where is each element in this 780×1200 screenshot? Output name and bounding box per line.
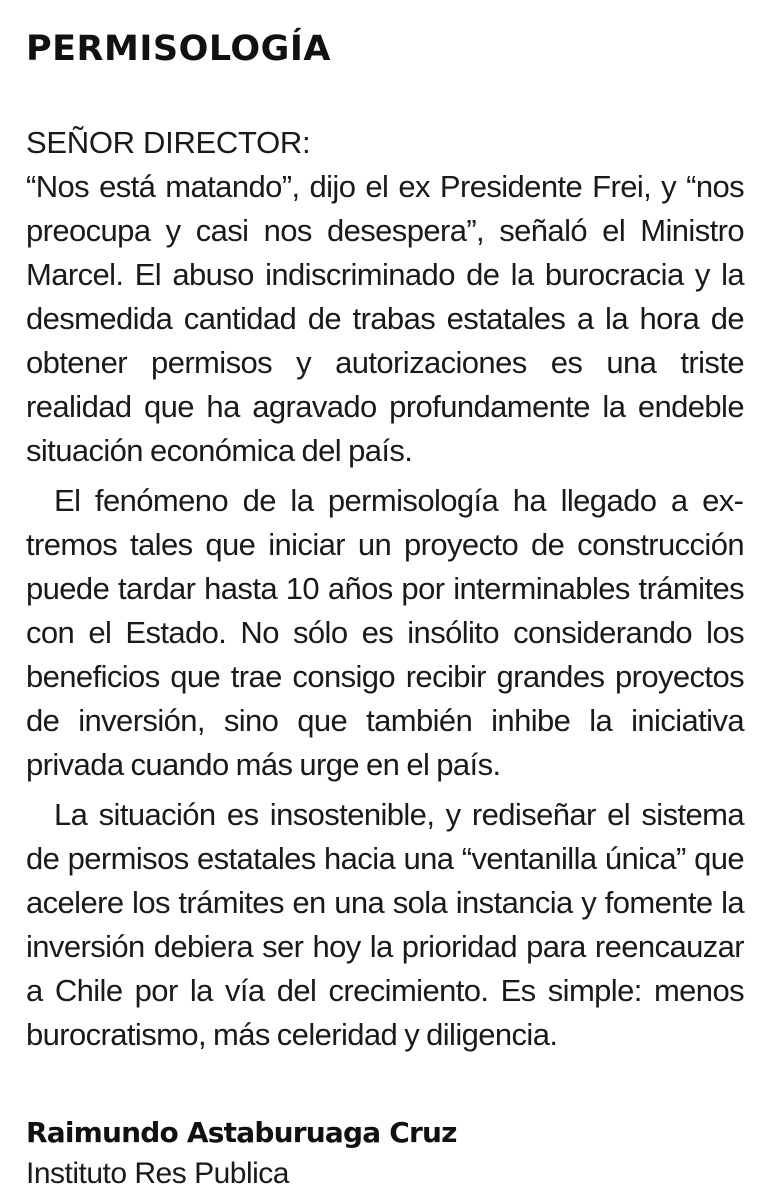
paragraph-1: “Nos está matando”, dijo el ex Presidente Frei, y “nos preocupa y casi nos desespera”, señaló el Ministro Marcel. El abuso indiscriminado de la burocracia y la desmedida cantidad de trabas estatales a la hora de obtener permisos y autorizaciones es una triste realidad que ha agravado profundamente la endeble situación económica del país.: [26, 168, 744, 468]
author-name: Raimundo Astaburuaga Cruz: [26, 1115, 457, 1149]
signature-block: [26, 1113, 744, 1195]
paragraph-2: El fenómeno de la permisología ha llegado a extremos tales que iniciar un proyecto de construcción puede tardar hasta 10 años por interminables trámites con el Estado. No sólo es insólito considerando los beneficios que trae consigo recibir grandes proyectos de inversión, sino que también inhibe la iniciativa privada cuando más urge en el país.: [26, 482, 744, 782]
author-organization: Instituto Res Publica: [26, 1156, 289, 1190]
salutation: SEÑOR DIRECTOR:: [26, 124, 311, 160]
paragraph-3: La situación es insostenible, y rediseñar el sistema de permisos estatales hacia una “ventanilla única” que acelere los trámites en una sola instancia y fomente la inversión debiera ser hoy la prioridad para reencauzar a Chile por la vía del crecimiento. Es simple: menos burocratismo, más celeridad y diligencia.: [26, 796, 744, 1052]
headline: PERMISOLOGÍA: [26, 29, 331, 69]
